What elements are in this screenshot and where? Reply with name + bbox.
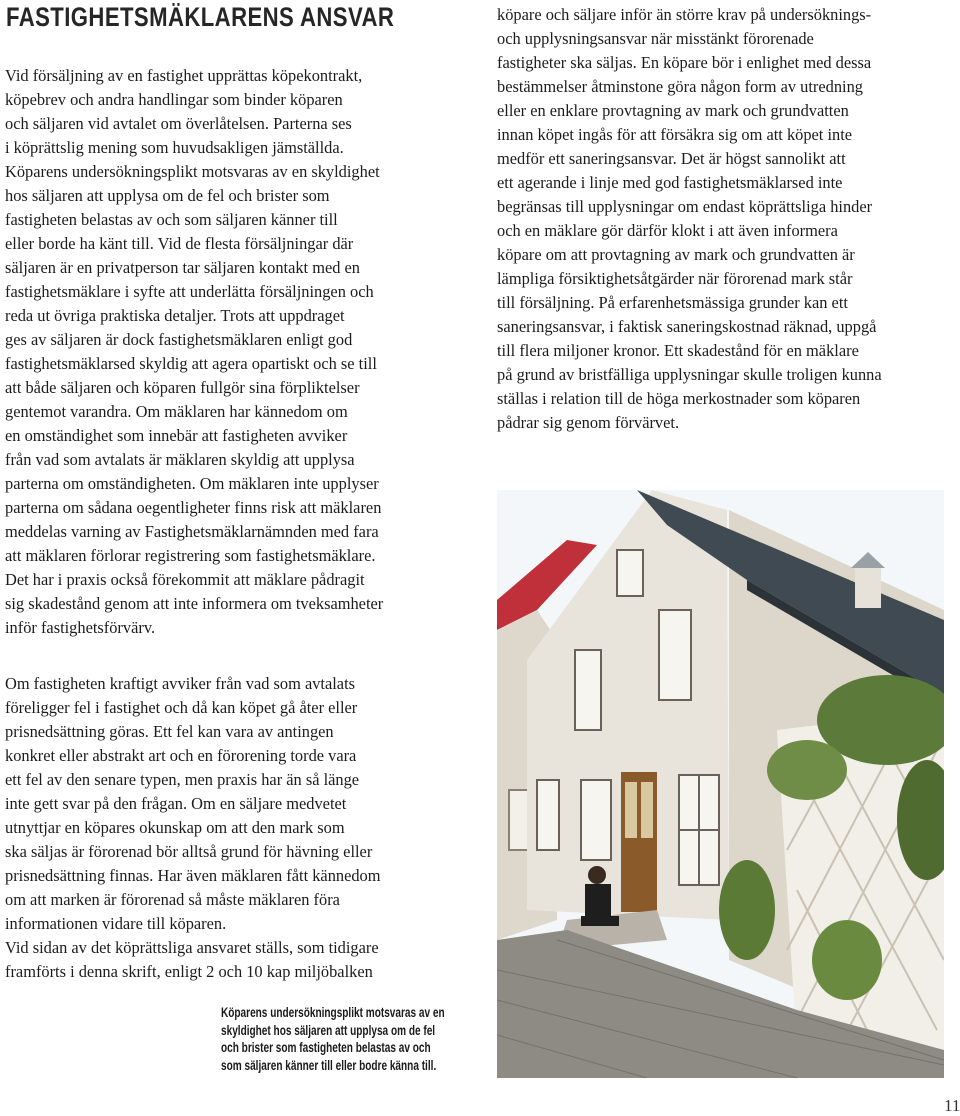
text-line: sig skadestånd genom att inte informera om tveksamheter <box>5 594 384 613</box>
text-line: Vid försäljning av en fastighet upprättas köpekontrakt, <box>5 66 363 85</box>
left-column-text <box>5 64 383 640</box>
text-line: utnyttjar en köpares okunskap om att den mark som <box>5 818 345 837</box>
text-line: medför ett saneringsansvar. Det är högst sannolikt att <box>497 149 846 168</box>
text-line: gentemot varandra. Om mäklaren har kännedom om <box>5 402 348 421</box>
text-line: som säljaren känner till eller bodre känna till. <box>221 1057 437 1073</box>
text-line: parterna om omständigheten. Om mäklaren inte upplyser <box>5 474 379 493</box>
text-line: inte gett svar på den frågan. Om en säljare medvetet <box>5 794 347 813</box>
text-line: att både säljaren och köparen fullgör sina förpliktelser <box>5 378 360 397</box>
text-line: köpebrev och andra handlingar som binder köparen <box>5 90 343 109</box>
text-line: meddelas varning av Fastighetsmäklarnämnden med fara <box>5 522 379 541</box>
text-line: Vid sidan av det köprättsliga ansvaret ställs, som tidigare <box>5 938 379 957</box>
text-line: fastighetsmäklare i syfte att underlätta försäljningen och <box>5 282 374 301</box>
text-line: ges av säljaren är dock fastighetsmäklaren enligt god <box>5 330 353 349</box>
text-line: ett agerande i linje med god fastighetsmäklarsed inte <box>497 173 843 192</box>
text-line: prisnedsättning finnas. Har även mäklaren fått kännedom <box>5 866 381 885</box>
text-line: prisnedsättning göras. Ett fel kan vara av antingen <box>5 722 334 741</box>
text-line: framförts i denna skrift, enligt 2 och 10 kap miljöbalken <box>5 962 373 981</box>
text-line: och upplysningsansvar när misstänkt förorenade <box>497 29 814 48</box>
text-line: konkret eller abstrakt art och en förorening torde vara <box>5 746 357 765</box>
text-line: i köprättslig mening som huvudsakligen jämställda. <box>5 138 344 157</box>
text-line: Om fastigheten kraftigt avviker från vad som avtalats <box>5 674 356 693</box>
text-line: ska säljas är förorenad bör alltså grund för hävning eller <box>5 842 373 861</box>
text-line: lämpliga försiktighetsåtgärder när förorenad mark står <box>497 269 853 288</box>
text-line: att mäklaren förlorar registrering som fastighetsmäklare. <box>5 546 376 565</box>
right-column-text <box>497 3 882 435</box>
text-line: pådrar sig genom förvärvet. <box>497 413 680 432</box>
text-line: reda ut övriga praktiska detaljer. Trots att uppdraget <box>5 306 345 325</box>
text-line: och brister som fastigheten belastas av och <box>221 1040 431 1055</box>
text-line: på grund av bristfälliga upplysningar skulle troligen kunna <box>497 365 882 384</box>
text-line: köpare om att provtagning av mark och grundvatten är <box>497 245 855 264</box>
lower-left-column-text <box>5 672 381 984</box>
text-line: hos säljaren att upplysa om de fel och brister som <box>5 186 330 205</box>
house-photo <box>497 490 944 1078</box>
text-line: saneringsansvar, i faktisk saneringskostnad räknad, uppgå <box>497 317 877 336</box>
text-line: om att marken är förorenad så måste mäklaren föra <box>5 890 340 909</box>
text-line: till flera miljoner kronor. Ett skadestånd för en mäklare <box>497 341 859 360</box>
text-line: ett fel av den senare typen, men praxis har än så länge <box>5 770 360 789</box>
page-number: 11 <box>944 1096 960 1115</box>
text-line: bestämmelser åtminstone göra någon form av utredning <box>497 77 863 96</box>
text-line: säljaren är en privatperson tar säljaren kontakt med en <box>5 258 360 277</box>
text-line: informationen vidare till köparen. <box>5 914 227 933</box>
text-line: parterna om sådana oegentligheter finns risk att mäklaren <box>5 498 382 517</box>
text-line: fastigheter ska säljas. En köpare bör i enlighet med dessa <box>497 53 872 72</box>
text-line: och en mäklare gör därför klokt i att även informera <box>497 221 838 240</box>
text-line: eller en enklare provtagning av mark och grundvatten <box>497 101 849 120</box>
text-line: föreligger fel i fastighet och då kan köpet gå åter eller <box>5 698 358 717</box>
text-line: eller borde ha känt till. Vid de flesta försäljningar där <box>5 234 354 253</box>
text-line: innan köpet ingås för att försäkra sig om att köpet inte <box>497 125 853 144</box>
text-line: köpare och säljare inför än större krav på undersöknings- <box>497 5 872 24</box>
text-line: fastighetsmäklarsed skyldig att agera opartiskt och se till <box>5 354 377 373</box>
section-heading: FASTIGHETSMÄKLARENS ANSVAR <box>6 2 395 32</box>
text-line: fastigheten belastas av och som säljaren känner till <box>5 210 338 229</box>
text-line: till försäljning. På erfarenhetsmässiga grunder kan ett <box>497 293 848 312</box>
text-line: från vad som avtalats är mäklaren skyldig att upplysa <box>5 450 355 469</box>
text-line: och säljaren vid avtalet om överlåtelsen. Parterna ses <box>5 114 352 133</box>
text-line: en omständighet som innebär att fastigheten avviker <box>5 426 348 445</box>
text-line: begränsas till upplysningar om endast köprättsliga hinder <box>497 197 873 216</box>
text-line: Det har i praxis också förekommit att mäklare pådragit <box>5 570 365 589</box>
text-line: Köparens undersökningsplikt motsvaras av en skyldighet <box>5 162 380 181</box>
text-line: ställas i relation till de höga merkostnader som köparen <box>497 389 861 408</box>
pull-quote <box>221 1004 445 1074</box>
text-line: skyldighet hos säljaren att upplysa om de fel <box>221 1022 436 1038</box>
text-line: inför fastighetsförvärv. <box>5 618 156 637</box>
text-line: Köparens undersökningsplikt motsvaras av en <box>221 1005 445 1020</box>
